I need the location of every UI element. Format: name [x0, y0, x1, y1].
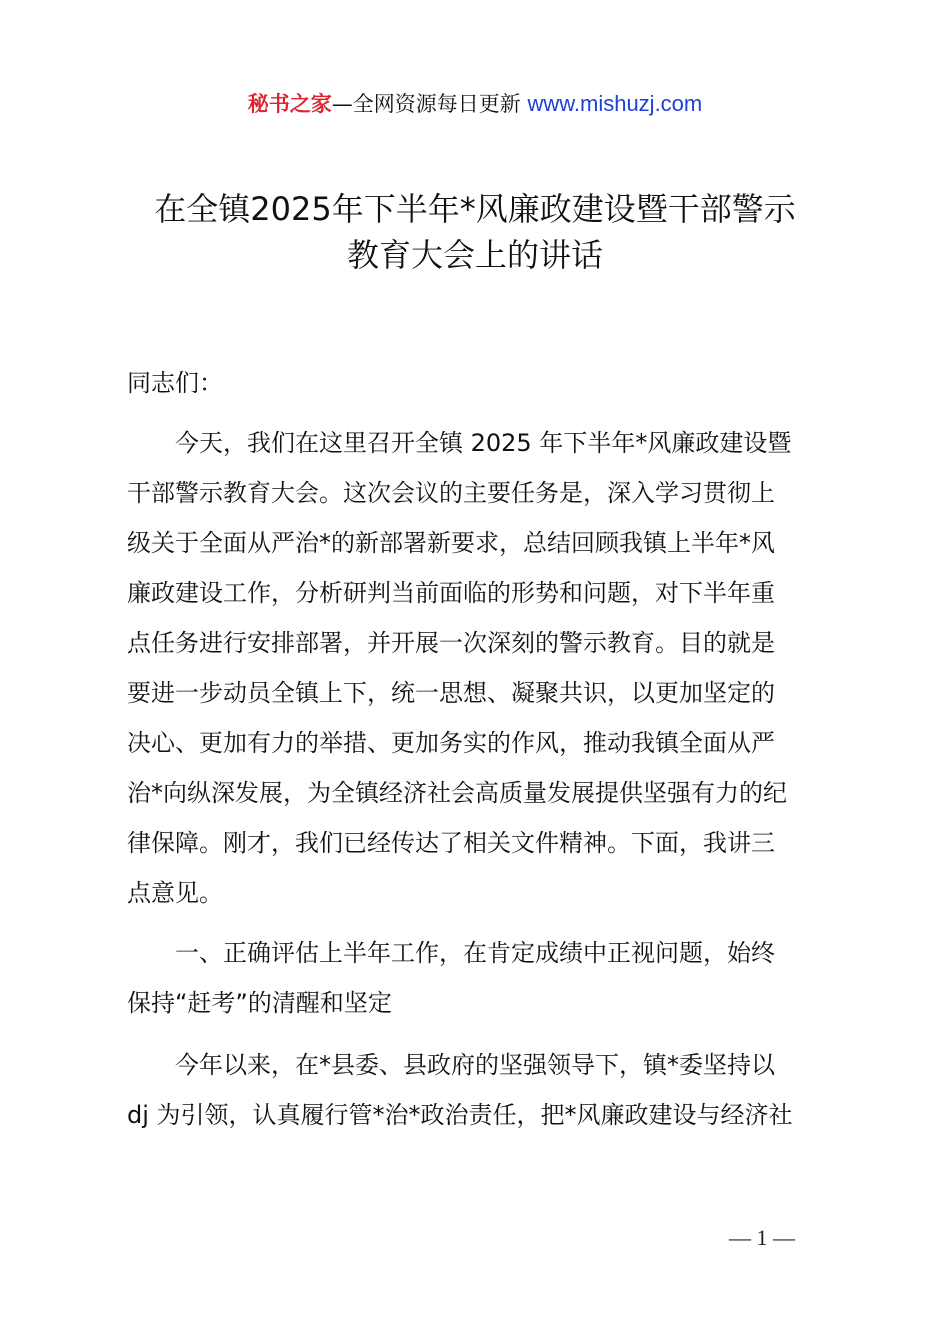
text-line: 决心、更加有力的举措、更加务实的作风，推动我镇全面从严 — [127, 729, 775, 757]
site-header — [0, 88, 950, 120]
text-line: 今年以来，在*县委、县政府的坚强领导下，镇*委坚持以 — [127, 1051, 775, 1079]
title-line: 教育大会上的讲话 — [346, 236, 603, 274]
text-line: 律保障。刚才，我们已经传达了相关文件精神。下面，我讲三 — [127, 829, 775, 857]
section-heading-1 — [127, 928, 832, 1028]
text-line: dj 为引领，认真履行管*治*政治责任，把*风廉政建设与经济社 — [127, 1101, 793, 1129]
text-line: 要进一步动员全镇上下，统一思想、凝聚共识，以更加坚定的 — [127, 679, 775, 707]
title-line: 在全镇2025年下半年*风廉政建设暨干部警示 — [154, 190, 796, 228]
paragraph-intro — [127, 418, 832, 918]
text-line: 今天，我们在这里召开全镇 2025 年下半年*风廉政建设暨 — [127, 429, 792, 457]
text-line: 点意见。 — [127, 879, 223, 907]
heading-line: 一、正确评估上半年工作，在肯定成绩中正视问题，始终 — [127, 939, 775, 967]
text-line: 干部警示教育大会。这次会议的主要任务是，深入学习贯彻上 — [127, 479, 775, 507]
site-tagline: —全网资源每日更新 — [331, 92, 528, 116]
text-line: 级关于全面从严治*的新部署新要求，总结回顾我镇上半年*风 — [127, 529, 775, 557]
text-line: 点任务进行安排部署，并开展一次深刻的警示教育。目的就是 — [127, 629, 775, 657]
greeting: 同志们： — [127, 369, 223, 397]
text-line: 廉政建设工作，分析研判当前面临的形势和问题，对下半年重 — [127, 579, 775, 607]
text-line: 治*向纵深发展，为全镇经济社会高质量发展提供坚强有力的纪 — [127, 779, 787, 807]
page-number: — 1 — — [729, 1225, 795, 1250]
site-url-link[interactable]: www.mishuzj.com — [527, 91, 703, 116]
heading-line: 保持“赶考”的清醒和坚定 — [127, 989, 392, 1017]
site-brand: 秘书之家 — [247, 92, 332, 116]
paragraph-section-1 — [127, 1040, 832, 1140]
document-title — [100, 186, 850, 278]
